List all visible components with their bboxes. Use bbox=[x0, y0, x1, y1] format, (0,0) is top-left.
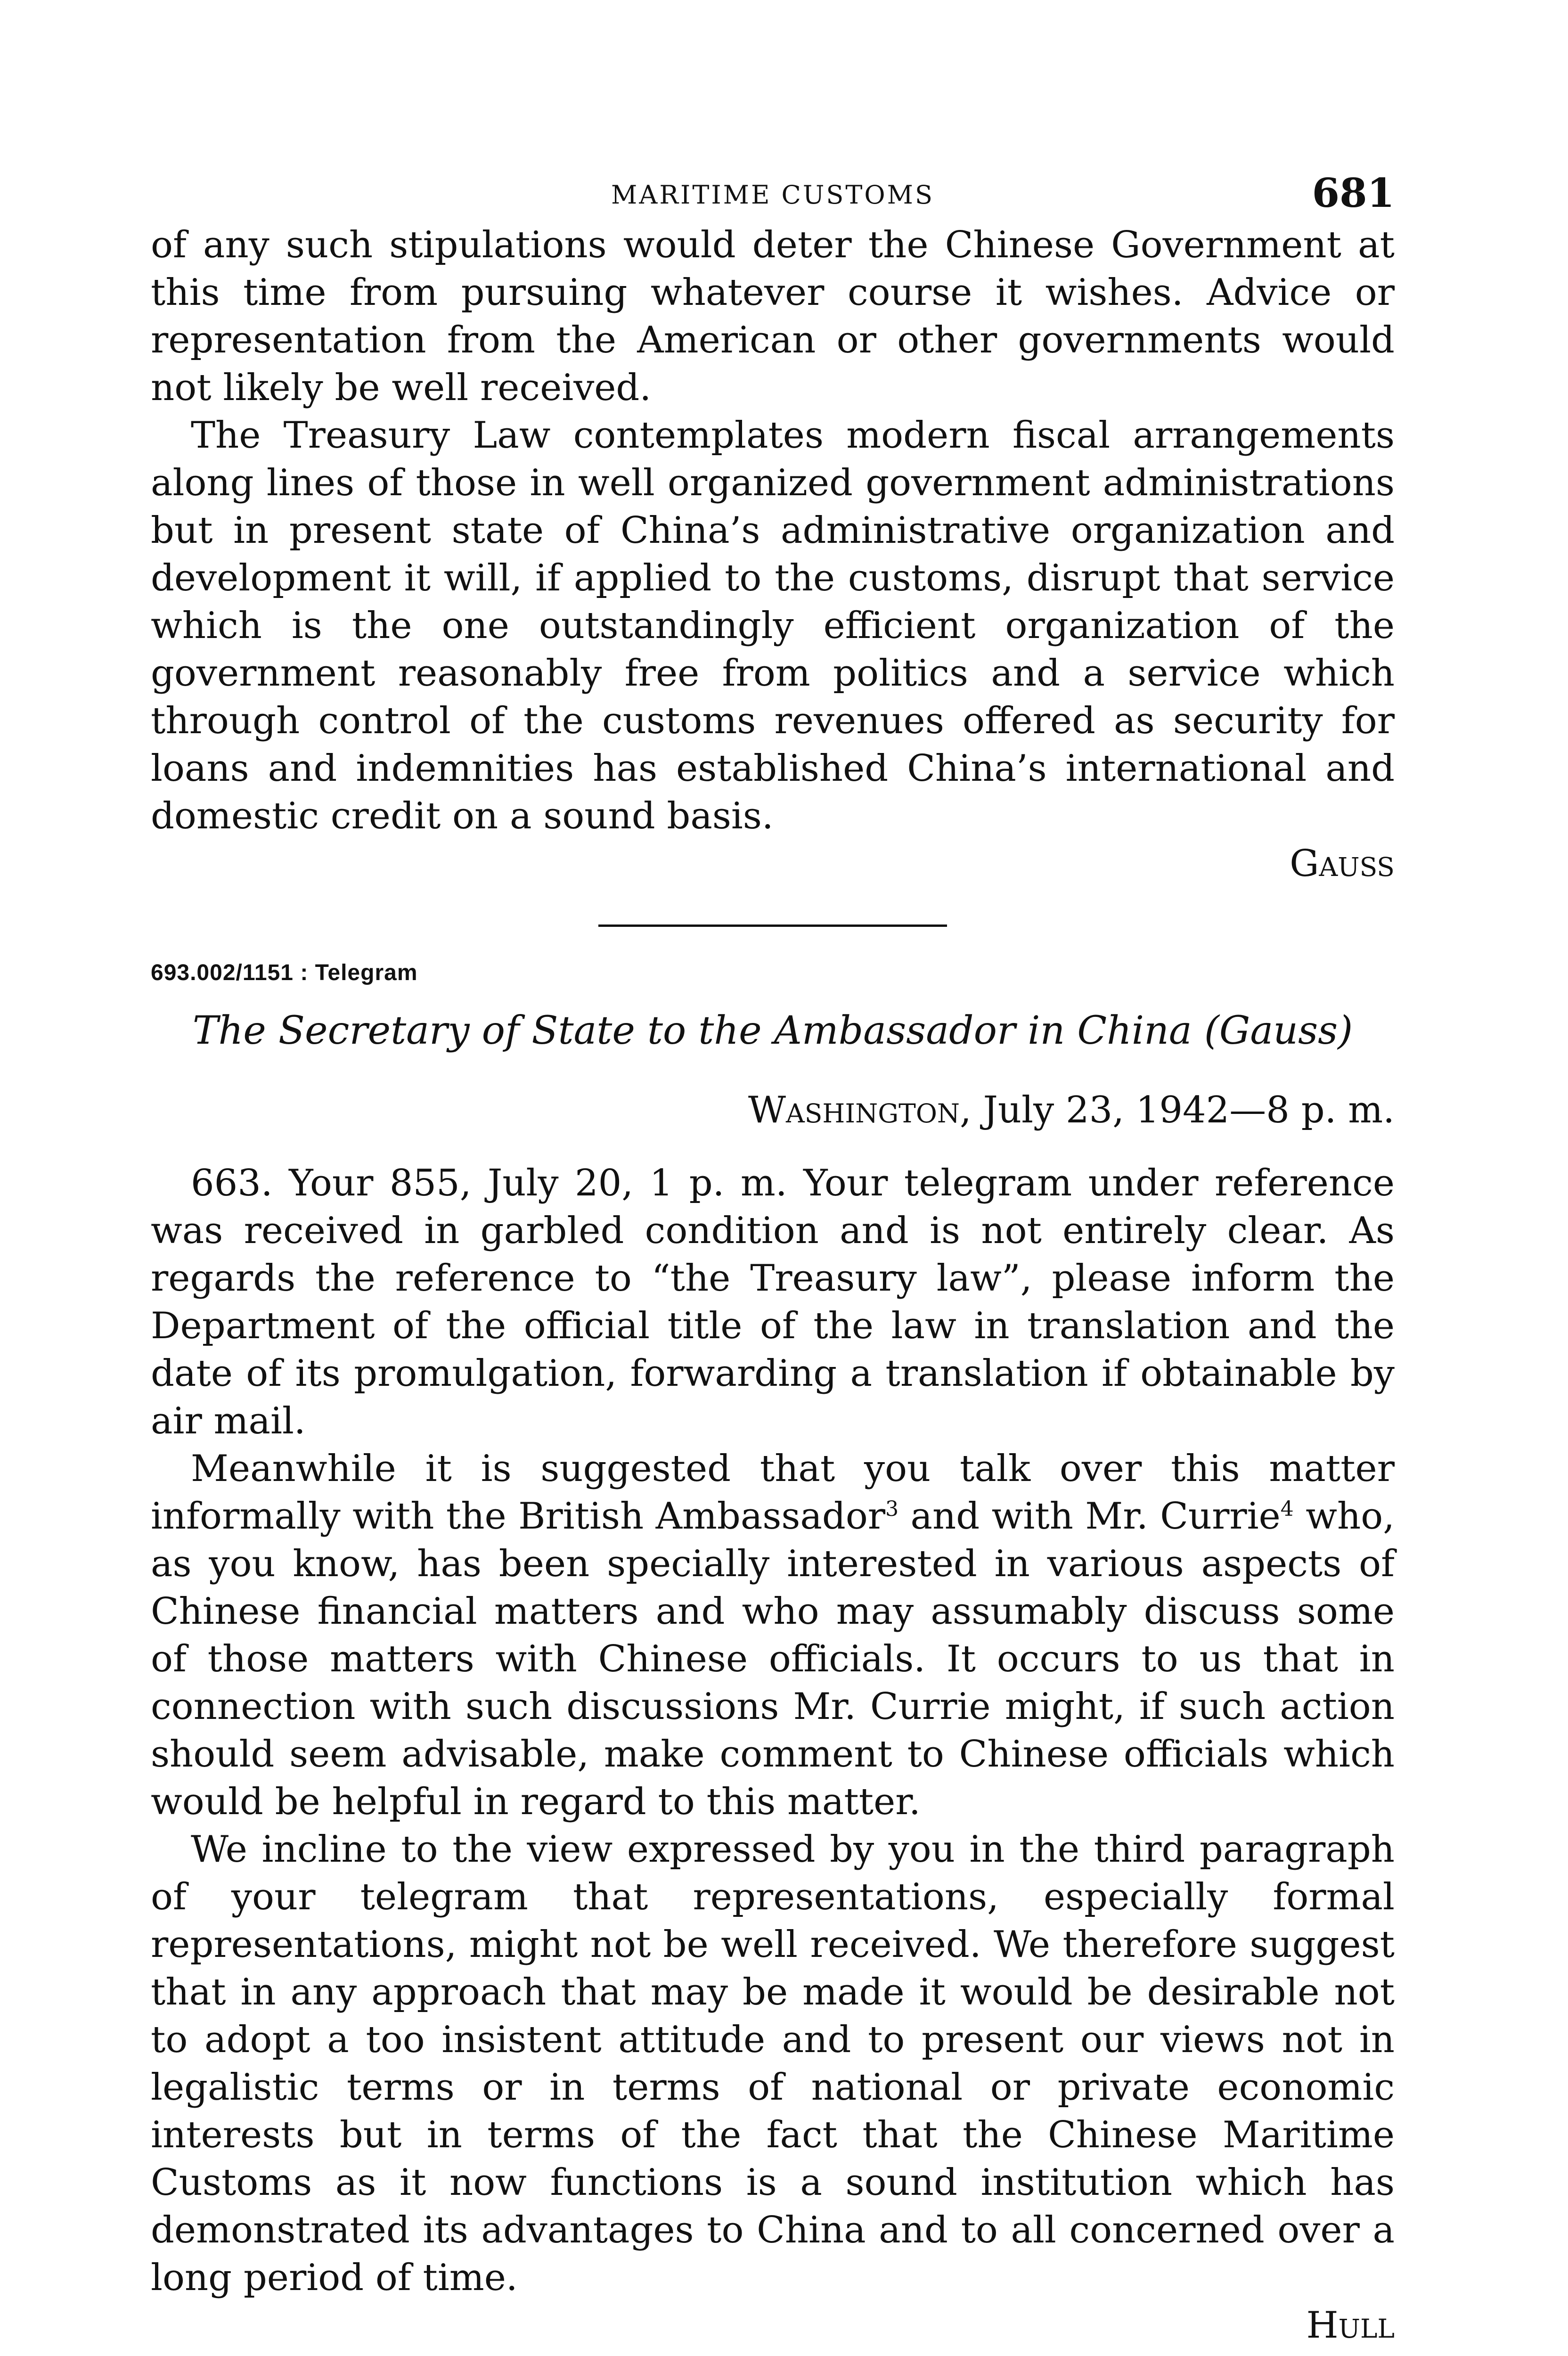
dateline-place: Washington, bbox=[748, 1089, 972, 1131]
signature: Hull bbox=[1306, 2304, 1395, 2347]
document-reference: 693.002/1151 : Telegram bbox=[151, 960, 418, 985]
page-number: 681 bbox=[1312, 170, 1395, 216]
signature: Gauss bbox=[1290, 843, 1395, 885]
document-title: The Secretary of State to the Ambassador in China (Gauss) bbox=[192, 1008, 1353, 1053]
footnote-ref[interactable]: 3 bbox=[885, 1497, 899, 1521]
dateline bbox=[151, 1089, 1395, 1131]
paragraph: of any such stipulations would deter the Chinese Government at this time from pursuing whatever course it wishes. Advice or representation from the American or other governments would not likely be well received. bbox=[151, 224, 1395, 409]
footnote-ref[interactable]: 4 bbox=[1280, 1497, 1294, 1521]
paragraph: We incline to the view expressed by you in the third paragraph of your telegram that representations, especially formal representations, might not be well received. We therefore suggest that in any approach that may be made it would be desirable not to adopt a too insistent attitude and to present our views not in legalistic terms or in terms of national or private economic interests but in terms of the fact that the Chinese Maritime Customs as it now functions is a sound institution which has demonstrated its advantages to China and to all concerned over a long period of time. bbox=[151, 1828, 1395, 2299]
paragraph: 663. Your 855, July 20, 1 p. m. Your telegram under reference was received in garbled condition and is not entirely clear. As regards the reference to “the Treasury law”, please inform the Department of the official title of the law in translation and the date of its promulgation, forwarding a translation if obtainable by air mail. bbox=[151, 1162, 1395, 1442]
paragraph bbox=[151, 1445, 1395, 1826]
page-header bbox=[151, 170, 1395, 221]
running-head: MARITIME CUSTOMS bbox=[611, 180, 934, 210]
section-divider bbox=[598, 924, 947, 927]
dateline-date: July 23, 1942—8 p. m. bbox=[983, 1089, 1395, 1131]
document-page bbox=[151, 170, 1395, 2356]
paragraph-text: who, as you know, has been specially interested in various aspects of Chinese financial matters and who may assumably discuss some of those matters with Chinese officials. It occurs to us that in connection with such discussions Mr. Currie might, if such action should seem advisable, make comment to Chinese officials which would be helpful in regard to this matter. bbox=[151, 1495, 1395, 1823]
paragraph-text: and with Mr. Currie bbox=[898, 1495, 1281, 1538]
telegram-body bbox=[151, 1160, 1395, 2349]
section-continuation bbox=[151, 221, 1395, 888]
paragraph-text: Meanwhile it is suggested that you talk over this matter informally with the British Ambassador bbox=[151, 1448, 1395, 1538]
paragraph: The Treasury Law contemplates modern fiscal arrangements along lines of those in well organized government administrations but in present state of China’s administrative organization and development it will, if applied to the customs, disrupt that service which is the one outstandingly efficient organization of the government reasonably free from politics and a service which through control of the customs revenues offered as security for loans and indemnities has established China’s international and domestic credit on a sound basis. bbox=[151, 414, 1395, 837]
